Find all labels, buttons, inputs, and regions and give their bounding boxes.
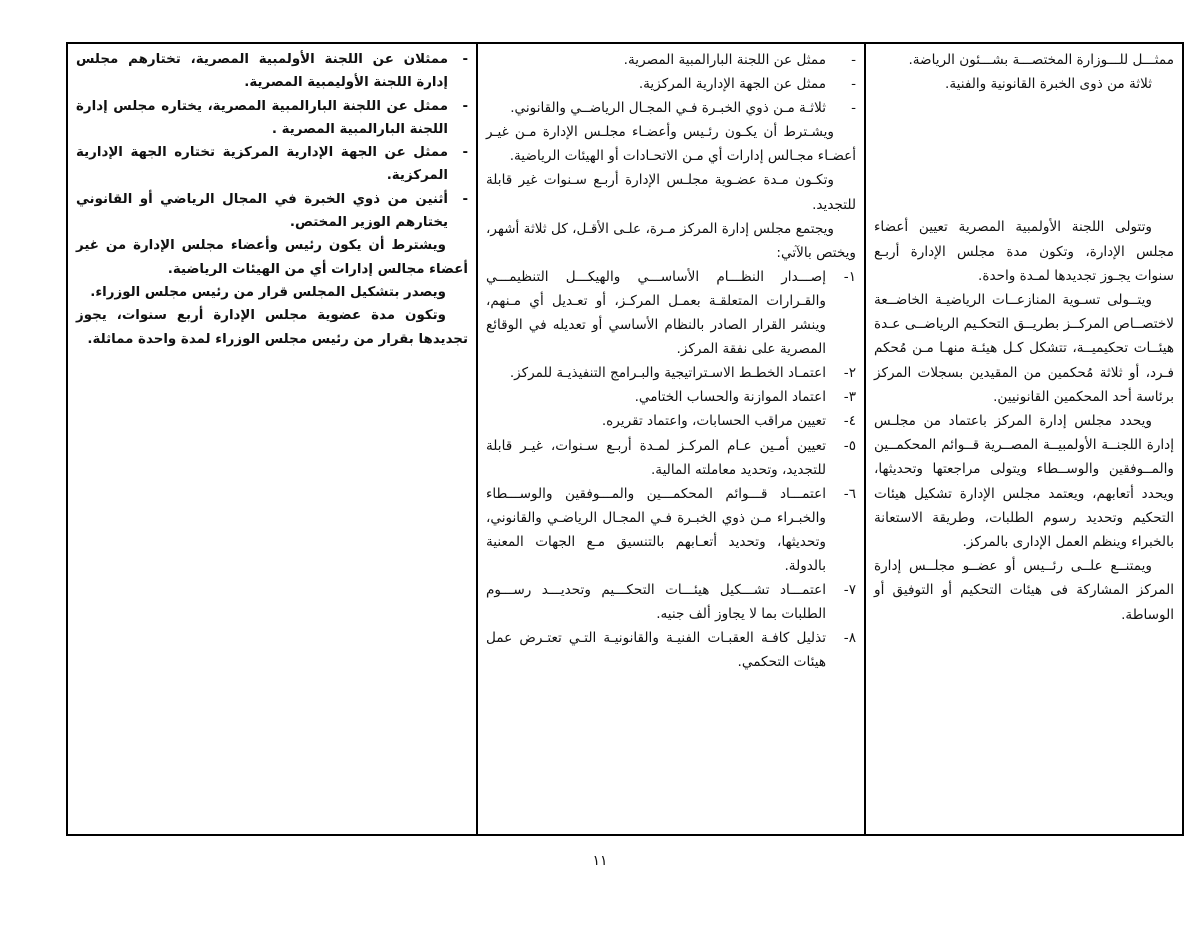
spacer [874, 96, 1174, 215]
list-item-text: ممثل عن اللجنة البارالمبية المصرية. [623, 52, 826, 68]
list-item-text: تعيين أمـين عـام المركـز لمـدة أربـع سـنوات، غيـر قابلة للتجديد، وتحديد معاملته المالية. [486, 437, 826, 478]
list-item [486, 434, 856, 482]
list-item-text: ممثلان عن اللجنة الأولمبية المصرية، تختارهم مجلس إدارة اللجنة الأوليمبية المصرية. [76, 52, 448, 91]
list-item [486, 265, 856, 361]
paragraph: ويشترط أن يكون رئيس وأعضاء مجلس الإدارة من غير أعضاء مجالس إدارات أي من الهيئات الرياضية. [76, 238, 468, 277]
list-item [76, 188, 468, 235]
page-number: ١١ [592, 853, 608, 869]
list-item [486, 626, 856, 674]
paragraph: وتكون مدة عضوية مجلس الإدارة أربع سنوات، يجوز تجديدها بقرار من رئيس مجلس الوزراء لمدة واحدة مماثلة. [76, 308, 468, 347]
list-item [486, 48, 856, 72]
list-item-text: ممثل عن اللجنة البارالمبية المصرية، يختاره مجلس إدارة اللجنة البارالمبية المصرية . [76, 98, 448, 137]
bullet-marker: - [851, 52, 856, 68]
paragraph: ويحدد مجلس إدارة المركز باعتماد من مجلـس إدارة اللجنــة الأولمبيــة المصــرية قــوائم المحكمــين والمــوفقين والوســطاء ويتولى مراجعتها وتحديثها، ويحدد أتعابهم، ويعتمد مجلس الإدارة تشكيل هيئات التحكيم وتحديد رسوم الطلبات، وطريقة الاستعانة بالخبراء وينظم العمل الإدارى بالمركز. [874, 413, 1174, 551]
list-item-text: اعتمـاد الخطـط الاسـتراتيجية والبـرامج التنفيذيـة للمركز. [509, 365, 826, 382]
list-item [486, 96, 856, 120]
list-item-text: إصـــدار النظـــام الأساســـي والهيكـــل التنظيمـــي والقـرارات المتعلقـة بعمـل المركـز، أو تعـديل أي مـنهم، وينشر القرار الصادر بالنظام الأساسي أو تعديله في الوقائع المصرية على نفقة المركز. [486, 268, 826, 358]
column-left [67, 43, 477, 835]
list-item [486, 578, 856, 626]
list-item-text: ثلاثـة مـن ذوي الخبـرة فـي المجـال الرياضــي والقانوني. [510, 100, 826, 117]
paragraph: وتتولى اللجنة الأولمبية المصرية تعيين أعضاء مجلس الإدارة، وتكون مدة مجلس الإدارة أربـع سنوات يجـوز تجديدها لمـدة واحدة. [874, 219, 1174, 284]
list-item-text: ممثل عن الجهة الإدارية المركزية. [638, 76, 826, 93]
intro-line: ممثـــل للـــوزارة المختصـــة بشـــئون الرياضة. [908, 52, 1174, 68]
paragraph: وتكـون مـدة عضـوية مجلـس الإدارة أربـع سـنوات غير قابلة للتجديد. [486, 172, 856, 213]
list-item [76, 95, 468, 142]
number-marker: ٢- [843, 365, 856, 382]
bullet-marker: - [851, 76, 856, 93]
list-item [486, 482, 856, 578]
list-item-text: ممثل عن الجهة الإدارية المركزية تختاره الجهة الإدارية المركزية. [76, 145, 448, 184]
list-item-text: اعتمـــاد قـــوائم المحكمـــين والمـــوفقين والوســـطاء والخبـراء مـن ذوي الخبـرة فـي المجـال الرياضـي والقانوني، وتحديثها، وتحديد أتعـابهم بالتنسيق مـع الجهات المعنية بالدولة. [486, 485, 826, 574]
list-item-text: تعيين مراقب الحسابات، واعتماد تقريره. [601, 413, 826, 430]
intro-line: ثلاثة من ذوى الخبرة القانونية والفنية. [945, 76, 1152, 93]
number-marker: ٦- [843, 485, 856, 502]
bullet-marker: - [462, 52, 468, 67]
comparison-table [66, 42, 1184, 836]
paragraph: ويشـترط أن يكـون رئـيس وأعضـاء مجلـس الإدارة مـن غيـر أعضـاء مجـالس إدارات أي مـن الاتحـادات أو الهيئات الرياضية. [486, 124, 856, 165]
number-marker: ١- [843, 268, 856, 285]
bullet-marker: - [851, 100, 856, 117]
list-item-text: اعتماد الموازنة والحساب الختامي. [634, 389, 826, 406]
column-right [865, 43, 1183, 835]
paragraph: ويتــولى تسـوية المنازعــات الرياضيـة الخاضــعة لاختصــاص المركــز بطريــق التحكـيم الرياضــى عـدة هيئــات تحكيميــة، تتشكل كـل هيئـة منهـا مـن مُحكم فـرد، أو ثلاثة مُحكمين من المقيدين بسجلات المركز برئاسة أحد المحكمين القانونيين. [874, 292, 1174, 405]
number-marker: ٨- [843, 630, 856, 647]
list-item [76, 141, 468, 188]
paragraph: ويصدر بتشكيل المجلس قرار من رئيس مجلس الوزراء. [90, 284, 446, 300]
number-marker: ٣- [843, 389, 856, 406]
list-item-text: تذليل كافـة العقبـات الفنيـة والقانونيـة التـي تعتـرض عمل هيئات التحكمي. [486, 630, 826, 671]
list-item [486, 361, 856, 385]
bullet-marker: - [462, 191, 468, 207]
paragraph: ويمتنــع علــى رئــيس أو عضــو مجلــس إدارة المركز المشاركة فى هيئات التحكيم أو التوفيق أو الوساطة. [874, 558, 1174, 623]
list-item [486, 385, 856, 409]
bullet-marker: - [462, 98, 468, 114]
number-marker: ٥- [843, 437, 856, 454]
bullet-marker: - [462, 145, 468, 161]
list-item [486, 409, 856, 433]
list-item-text: اعتمـــاد تشـــكيل هيئـــات التحكـــيم وتحديـــد رســـوم الطلبات بما لا يجاوز ألف جنيه. [486, 582, 826, 623]
number-marker: ٧- [843, 582, 856, 599]
number-marker: ٤- [843, 413, 856, 430]
list-item-text: أثنين من ذوي الخبرة في المجال الرياضي أو القانوني يختارهم الوزير المختص. [76, 191, 448, 231]
paragraph: ويجتمع مجلس إدارة المركز مـرة، علـى الأقـل، كل ثلاثة أشهر، ويختص بالآتي: [486, 220, 856, 261]
list-item [486, 72, 856, 96]
list-item [76, 48, 468, 95]
table-row [67, 43, 1183, 835]
column-middle [477, 43, 865, 835]
